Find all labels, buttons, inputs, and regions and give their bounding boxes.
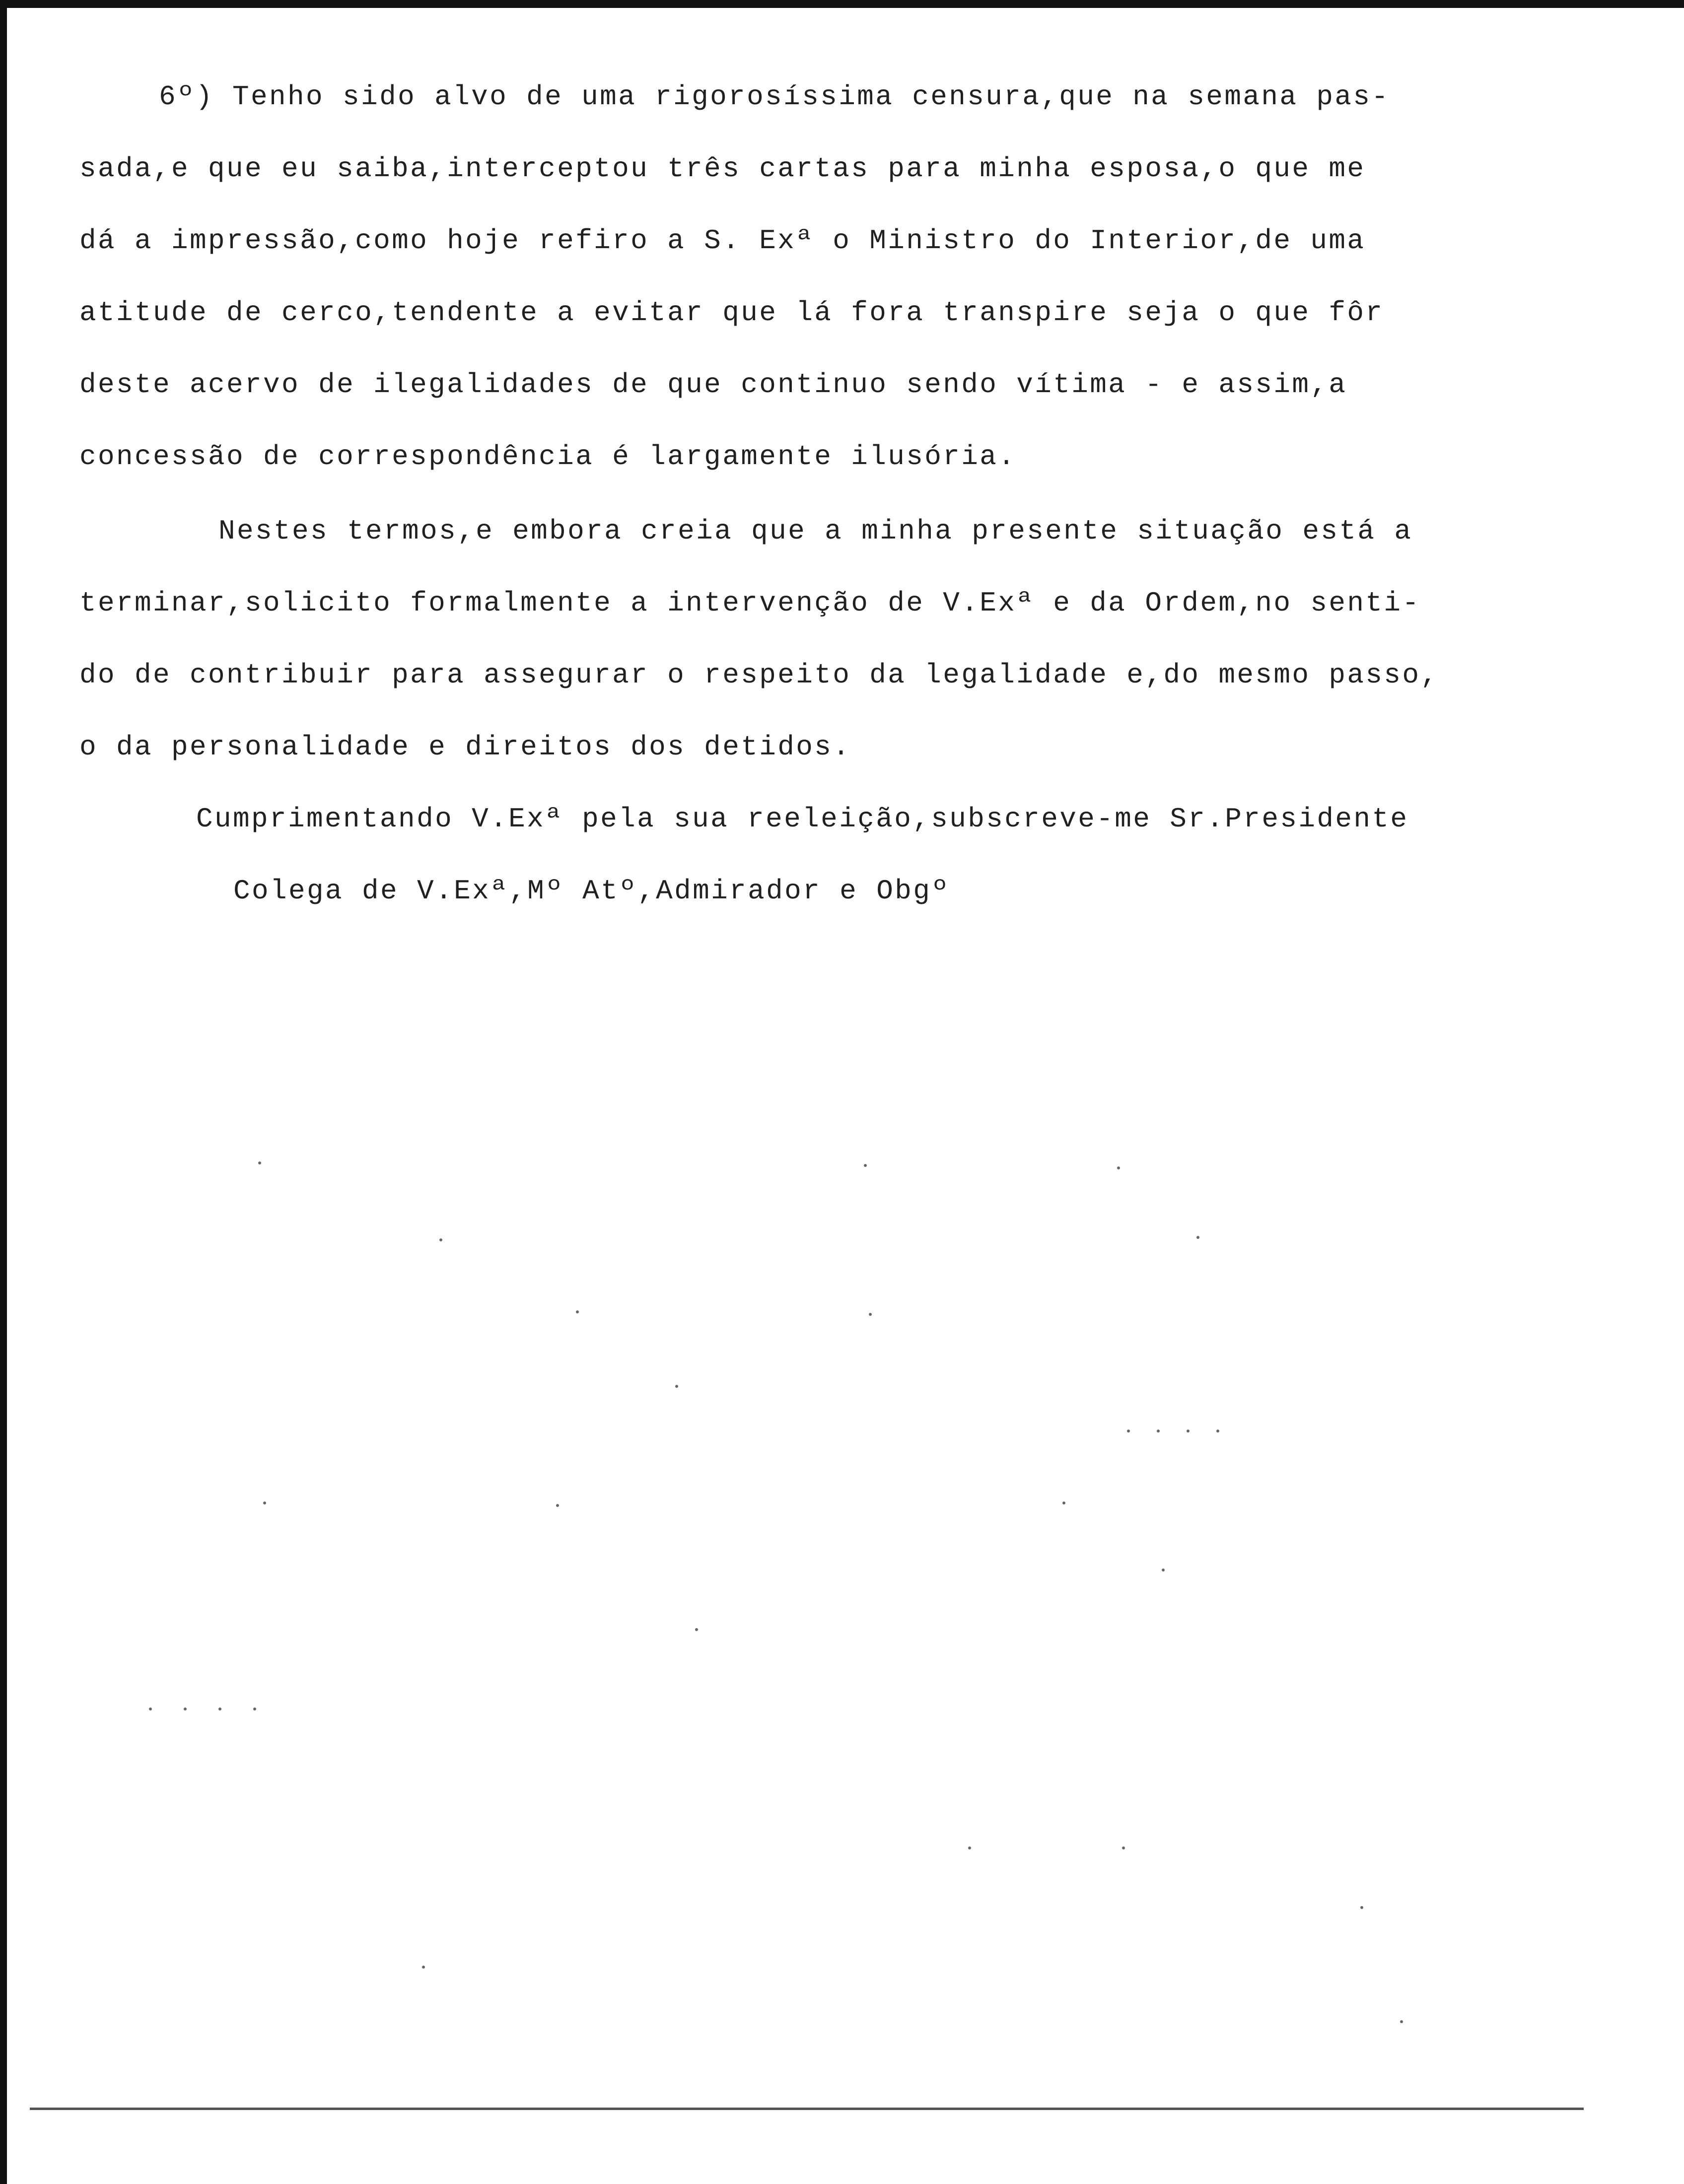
letter-line-5: deste acervo de ilegalidades de que continuo sendo vítima - e assim,a bbox=[79, 369, 1347, 401]
letter-line-10: o da personalidade e direitos dos detidos. bbox=[79, 731, 851, 763]
scan-speck bbox=[149, 1707, 152, 1710]
scan-speck bbox=[422, 1966, 425, 1969]
scan-speck bbox=[263, 1502, 266, 1504]
scan-speck bbox=[439, 1238, 442, 1241]
letter-line-7: Nestes termos,e embora creia que a minha presente situação está a bbox=[218, 515, 1413, 547]
scan-speck bbox=[258, 1161, 261, 1164]
scan-speck bbox=[1157, 1430, 1160, 1433]
scan-speck bbox=[184, 1707, 187, 1710]
scan-speck bbox=[1122, 1846, 1125, 1849]
scan-speck bbox=[1360, 1906, 1363, 1909]
scan-speck bbox=[218, 1707, 221, 1710]
letter-line-4: atitude de cerco,tendente a evitar que lá fora transpire seja o que fôr bbox=[79, 297, 1384, 329]
letter-line-9: do de contribuir para assegurar o respeito da legalidade e,do mesmo passo, bbox=[79, 659, 1439, 691]
letter-signature-line: Colega de V.Exª,Mº Atº,Admirador e Obgº bbox=[233, 875, 950, 907]
scan-speck bbox=[675, 1385, 678, 1388]
letter-line-3: dá a impressão,como hoje refiro a S. Exª o Ministro do Interior,de uma bbox=[79, 225, 1366, 257]
scan-border-top bbox=[0, 0, 1684, 8]
scan-speck bbox=[1196, 1236, 1199, 1239]
scan-speck bbox=[1117, 1166, 1120, 1169]
scan-speck bbox=[864, 1164, 867, 1167]
letter-closing: Cumprimentando V.Exª pela sua reeleição,subscreve-me Sr.Presidente bbox=[196, 803, 1409, 835]
letter-line-8: terminar,solicito formalmente a intervenção de V.Exª e da Ordem,no senti- bbox=[79, 587, 1421, 619]
scan-speck bbox=[556, 1504, 559, 1507]
scan-speck bbox=[1400, 2020, 1403, 2023]
scan-speck bbox=[968, 1846, 971, 1849]
scan-speck bbox=[1162, 1569, 1165, 1571]
scan-speck bbox=[1187, 1430, 1190, 1433]
letter-line-2: sada,e que eu saiba,interceptou três cartas para minha esposa,o que me bbox=[79, 153, 1366, 185]
letter-line-1: 6º) Tenho sido alvo de uma rigorosíssima censura,que na semana pas- bbox=[159, 81, 1390, 113]
page-bottom-rule bbox=[30, 2108, 1584, 2110]
scan-speck bbox=[695, 1628, 698, 1631]
scan-speck bbox=[1216, 1430, 1219, 1433]
scan-speck bbox=[253, 1707, 256, 1710]
scan-speck bbox=[869, 1313, 872, 1316]
scan-speck bbox=[1127, 1430, 1130, 1433]
scan-border-left bbox=[0, 0, 7, 2184]
scan-speck bbox=[1062, 1502, 1065, 1504]
letter-line-6: concessão de correspondência é largamente ilusória. bbox=[79, 441, 1017, 473]
scan-speck bbox=[576, 1310, 579, 1313]
